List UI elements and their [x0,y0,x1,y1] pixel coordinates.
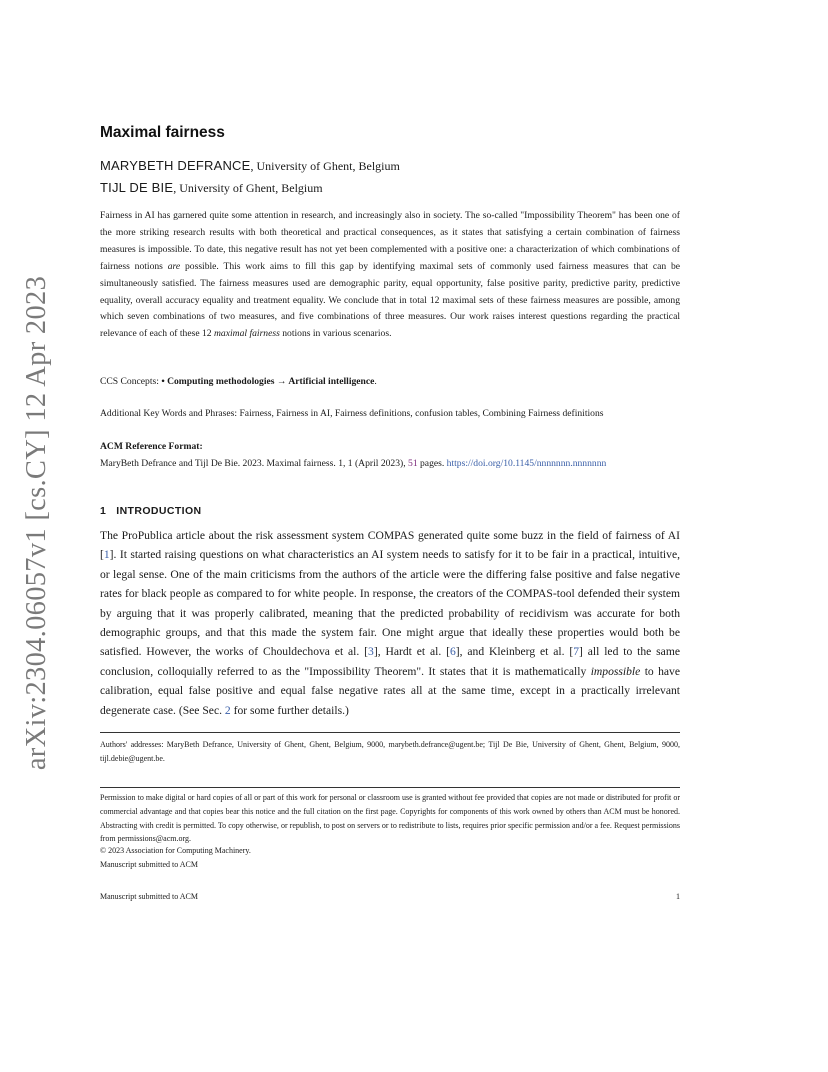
permission-notice: Permission to make digital or hard copies of all or part of this work for personal or classroom use is granted without fee provided that copies are not made or distributed for profit or commercial advantage and that copies bear this notice and the full citation on the first page. Copyrights for components of this work owned by others than ACM must be honored. Abstracting with credit is permitted. To copy otherwise, or republish, to post on servers or to redistribute to lists, requires prior specific permission and/or a fee. Request permissions from permissions@acm.org. [100,793,680,844]
footnote-divider [100,732,680,733]
arxiv-identifier: arXiv:2304.06057v1 [cs.CY] 12 Apr 2023 [21,275,52,771]
ccs-concepts [100,376,377,387]
abstract-emphasis-2: maximal fairness [214,328,280,340]
permission-divider [100,787,680,788]
ccs-concept: Computing methodologies [167,376,275,387]
intro-emphasis: impossible [590,664,641,678]
footer-manuscript: Manuscript submitted to ACM [100,892,198,901]
author-1 [100,158,400,174]
abstract-text-3: notions in various scenarios. [279,328,392,340]
ccs-subconcept: Artificial intelligence [288,376,375,387]
authors-addresses: Authors' addresses: MaryBeth Defrance, University of Ghent, Ghent, Belgium, 9000, marybeth.defrance@ugent.be; Tijl De Bie, University of Ghent, Ghent, Belgium, 9000, tijl.debie@ugent.be. [100,740,680,763]
ccs-arrow: → [274,376,289,387]
page-count-link[interactable]: 51 [408,458,418,469]
page-number: 1 [676,892,680,901]
manuscript-note: Manuscript submitted to ACM [100,860,198,869]
abstract [100,208,680,343]
ccs-label: CCS Concepts: [100,376,162,387]
section-number: 1 [100,505,107,517]
doi-link[interactable]: https://doi.org/10.1145/nnnnnnn.nnnnnnn [446,458,607,469]
acm-reference-text-2: pages. [417,458,447,469]
acm-reference-heading: ACM Reference Format: [100,441,203,452]
intro-text: ], Hardt et al. [ [373,645,450,659]
section-title: INTRODUCTION [116,505,202,517]
acm-reference-text: MaryBeth Defrance and Tijl De Bie. 2023. Maximal fairness. 1, 1 (April 2023), [100,458,409,469]
acm-reference [100,458,606,469]
ccs-bullet: • [161,376,168,387]
intro-text: The ProPublica article about the risk assessment system COMPAS generated quite some buzz in the field of fairness of AI [ [100,529,680,562]
intro-text: to have calibration, equal false positive and equal false negative rates all at the same time, except in a practically irrelevant degenerate case. (See Sec. [100,664,680,717]
intro-text: ], and Kleinberg et al. [ [455,645,574,659]
intro-text: ]. It started raising questions on what characteristics an AI system needs to satisfy for it to be fair in a practical, intuitive, or legal sense. One of the main criticisms from the authors of the article were the differing false positive and false negative rates for black people as compared to for white people. In response, the creators of the COMPAS-tool defended their system by arguing that it was properly calibrated, meaning that the predicted probability of recidivism was accurate for both demographic groups, and that this made the system fair. One might argue that ideally these properties would both be satisfied. However, the works of Chouldechova et al. [ [100,548,680,659]
author-2-name: TIJL DE BIE [100,180,174,195]
abstract-emphasis-1: are [167,260,181,272]
ccs-end: . [374,376,377,387]
author-1-affiliation: , University of Ghent, Belgium [250,159,400,173]
abstract-text-1: Fairness in AI has garnered quite some attention in research, and increasingly also in society. The so-called "Impossibility Theorem" has been one of the more striking research results with both theoretical and practical consequences, as it states that satisfying a certain combination of fairness measures is impossible. To date, this negative result has not yet been complemented with a positive one: a characterization of which combinations of fairness notions [100,210,680,272]
intro-text: for some further details.) [230,703,349,717]
citation-link[interactable]: 7 [573,645,580,659]
section-heading-introduction [100,505,202,517]
arxiv-side-stamp [20,275,54,771]
paper-title: Maximal fairness [100,124,225,141]
citation-link[interactable]: 6 [449,645,456,659]
author-2-affiliation: , University of Ghent, Belgium [173,181,323,195]
keywords: Additional Key Words and Phrases: Fairness, Fairness in AI, Fairness definitions, confusion tables, Combining Fairness definitions [100,408,604,419]
author-2 [100,180,323,196]
intro-text: ] all led to the same conclusion, colloquially referred to as the "Impossibility Theorem". It states that it is mathematically [100,645,680,678]
citation-link[interactable]: 3 [368,645,374,659]
abstract-text-2: possible. This work aims to fill this gap by identifying maximal sets of commonly used fairness measures that can be simultaneously satisfied. The fairness measures used are demographic parity, equal opportunity, false positive parity, predictive parity, predictive equality, overall accuracy equality and treatment equality. We conclude that in total 12 maximal sets of these fairness measures are possible, among which seven combinations of two measures, and five combinations of three measures. Our work raises interest questions regarding the practical relevance of each of these 12 [100,260,681,340]
copyright-notice: © 2023 Association for Computing Machinery. [100,846,251,855]
section-reference-link[interactable]: 2 [224,703,231,717]
introduction-paragraph [100,526,680,720]
citation-link[interactable]: 1 [103,548,110,562]
author-1-name: MARYBETH DEFRANCE [100,158,251,173]
